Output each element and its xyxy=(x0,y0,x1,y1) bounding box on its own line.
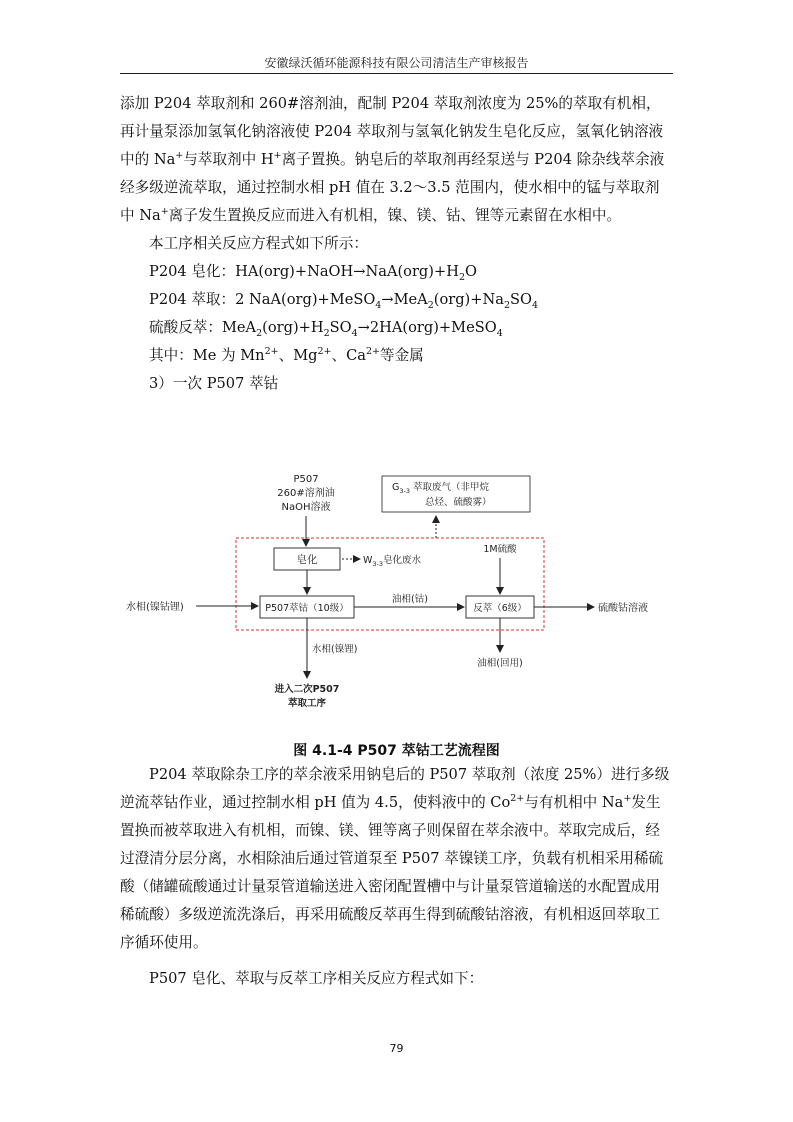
upper-text-block xyxy=(120,90,673,398)
gas-emission-label-2: 总烃、硫酸雾） xyxy=(425,497,492,508)
reagent-label-2: 260#溶剂油 xyxy=(277,488,335,499)
page-header: 安徽绿沃循环能源科技有限公司清洁生产审核报告 xyxy=(264,56,529,70)
process-flow-diagram xyxy=(120,468,700,718)
paragraph-process-description: 添加 P204 萃取剂和 260#溶剂油，配制 P204 萃取剂浓度为 25%的萃取有机相，再计量泵添加氢氧化钠溶液使 P204 萃取剂与氢氧化钠发生皂化反应，氢氧化钠溶液中的 Na+与萃取剂中 H+离子置换。钠皂后的萃取剂再经泵送与 P204 除杂线萃余液经多级逆流萃取，通过控制水相 pH 值在 3.2～3.5 范围内，使水相中的锰与萃取剂中 Na+离子发生置换反应而进入有机相，镍、镁、钴、锂等元素留在水相中。 xyxy=(120,95,665,224)
figure-caption: 图 4.1-4 P507 萃钴工艺流程图 xyxy=(293,743,500,759)
next-step-label-1: 进入二次P507 xyxy=(274,684,340,695)
equation-extraction: P204 萃取：2 $NaA(org)+MeSO_4\to MeA_2(org)+Na_2SO_4$ xyxy=(149,291,539,311)
reagent-label-3: NaOH溶液 xyxy=(281,502,331,513)
strip-label: 反萃（6级） xyxy=(473,603,527,614)
equations-intro: 本工序相关反应方程式如下所示： xyxy=(149,235,368,252)
equation-note-metals: 其中：Me 为 $Mn^{2+}$、$Mg^{2+}$、$Ca^{2+}$等金属 xyxy=(149,346,424,364)
header-rule xyxy=(120,73,673,74)
page-number: 79 xyxy=(389,1042,404,1055)
acid-label: 1M硫酸 xyxy=(483,544,517,555)
extract-label: P507萃钴（10级） xyxy=(265,603,349,614)
aqueous-feed-label: 水相(镍钴锂) xyxy=(126,602,184,613)
section-heading: 3）一次 P507 萃钴 xyxy=(149,375,279,392)
product-label: 硫酸钴溶液 xyxy=(598,603,648,614)
equation-stripping: 硫酸反萃：$MeA_2(org)+H_2SO_4\to 2HA(org)+MeSO_4$ xyxy=(149,319,503,339)
waste-water-label: $W_{3-3}$皂化废水 xyxy=(363,555,422,568)
next-step-label-2: 萃取工序 xyxy=(287,698,327,709)
oil-phase-label: 油相(钴) xyxy=(392,594,428,605)
equation-saponification: P204 皂化：$HA(org)+NaOH\to NaA(org)+H_2O$ xyxy=(149,263,477,283)
oil-return-label: 油相(回用) xyxy=(477,658,523,669)
gas-emission-label-1: $G_{3-3}$ 萃取废气（非甲烷 xyxy=(392,482,490,495)
paragraph-cobalt-extraction: P204 萃取除杂工序的萃余液采用钠皂后的 P507 萃取剂（浓度 25%）进行多级逆流萃钴作业，通过控制水相 pH 值为 4.5，使料液中的 $Co^{2+}$与有机相中 Na+发生置换而被萃取进入有机相，而镍、镁、锂等离子则保留在萃余液中。萃取完成后，经过澄清分层分离，水相除油后通过管道泵至 P507 萃镍镁工序，负载有机相采用稀硫酸（储罐硫酸通过计量泵管道输送进入密闭配置槽中与计量泵管道输送的水配置成用稀硫酸）多级逆流洗涤后，再采用硫酸反萃再生得到硫酸钴溶液，有机相返回萃取工序循环使用。 xyxy=(120,766,670,951)
aqueous-out-label: 水相(镍锂) xyxy=(312,644,358,655)
paragraph-equations-lead: P507 皂化、萃取与反萃工序相关反应方程式如下： xyxy=(149,970,484,987)
reagent-label-1: P507 xyxy=(293,474,319,485)
lower-text-block xyxy=(120,761,673,993)
saponify-label: 皂化 xyxy=(296,554,318,566)
